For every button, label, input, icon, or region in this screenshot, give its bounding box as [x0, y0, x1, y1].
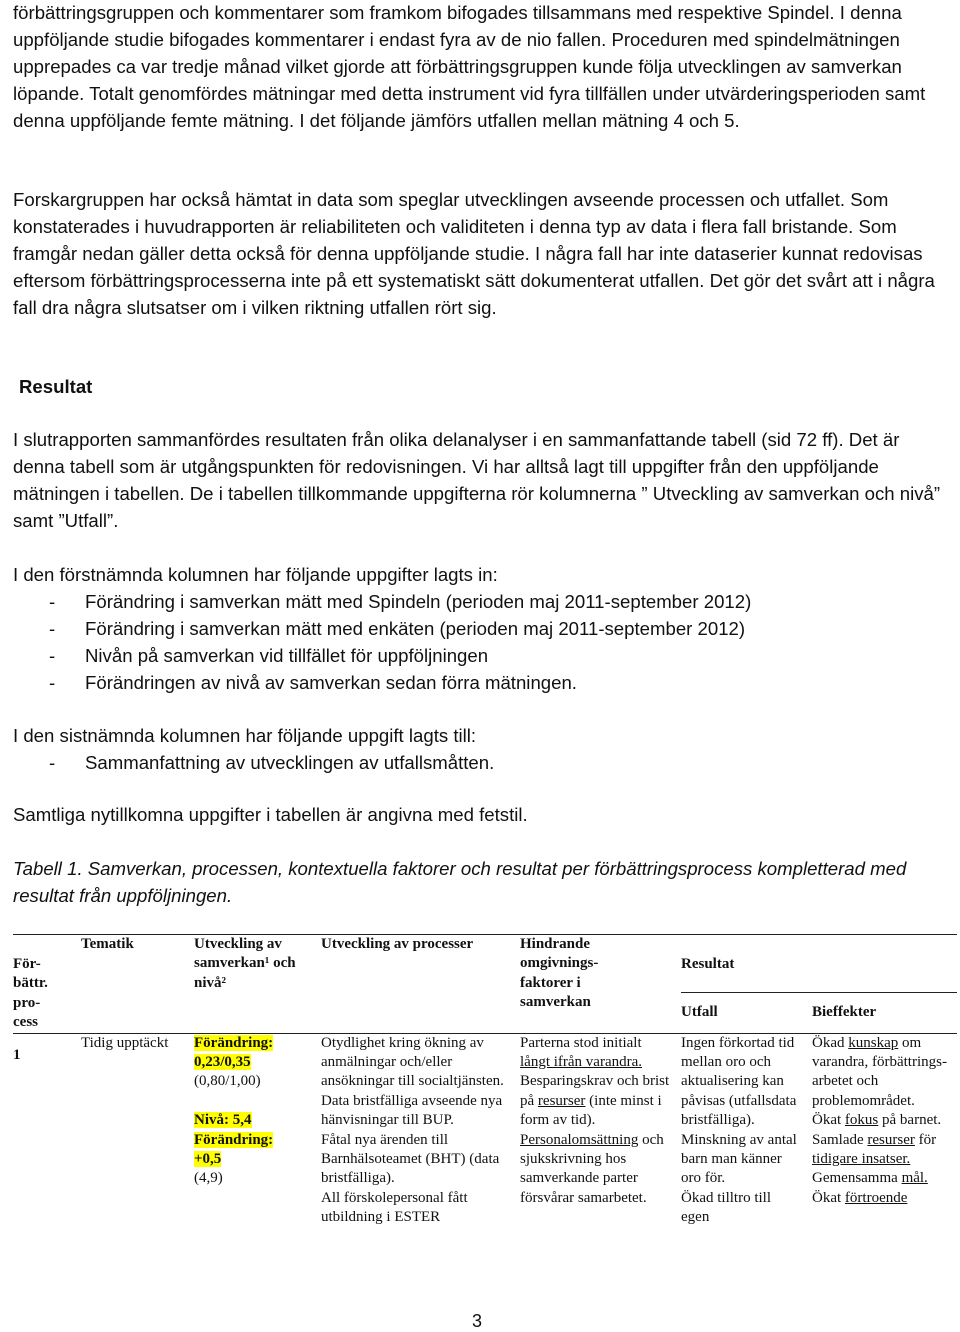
results-table — [13, 934, 957, 1228]
bold-note-paragraph: Samtliga nytillkomna uppgifter i tabellen är angivna med fetstil. — [13, 804, 528, 825]
samverkan-previous-value: (0,80/1,00) — [194, 1073, 261, 1090]
table-caption: Tabell 1. Samverkan, processen, kontextuella faktorer och resultat per förbättringsprocess kompletterad med resultat från uppföljningen. — [13, 858, 907, 906]
header-forbattr: För- bättr. pro- cess — [13, 956, 48, 1031]
table-row — [13, 1033, 957, 1228]
section-heading-resultat: Resultat — [19, 376, 93, 397]
list-item: - Förändringen av nivå av samverkan sedan förra mätningen. — [49, 672, 577, 693]
cell-process-number: 1 — [13, 1046, 21, 1063]
cell-samverkan — [194, 1033, 321, 1228]
list-item: - Förändring i samverkan mätt med Spindeln (perioden maj 2011-september 2012) — [49, 591, 752, 612]
header-resultat-group — [681, 935, 957, 1034]
column-one-list — [13, 588, 751, 696]
column-one-block — [13, 561, 751, 696]
intro-paragraph-1: förbättringsgruppen och kommentarer som framkom bifogades tillsammans med respektive Spindel. I denna uppföljande studie bifogades kommentarer i endast fyra av de nio fallen. Proceduren med spindelmätningen upprepades ca var tredje månad vilket gjorde att förbättringsgruppen kunde följa utvecklingen av samverkan löpande. Totalt genomfördes mätningar med detta instrument vid fyra tillfällen under utvärderingsperioden samt denna uppföljande femte mätning. I det följande jämförs utfallen mellan mätning 4 och 5. — [13, 2, 926, 131]
column-two-block — [13, 722, 494, 776]
header-hindrande: Hindrande omgivnings-faktorer i samverkan — [520, 936, 599, 1011]
samverkan-level-previous: (4,9) — [194, 1170, 223, 1187]
cell-hindrande: Parterna stod initialt långt ifrån varandra. Besparingskrav och brist på resurser (inte minst i form av tid). Personalomsättning och sjukskrivning hos samverkande parter försvårar samarbetet. — [520, 1034, 670, 1206]
samverkan-change-value: 0,23/0,35 — [194, 1054, 251, 1071]
list-item: - Sammanfattning av utvecklingen av utfallsmåtten. — [49, 752, 495, 773]
intro-paragraph-2: Forskargruppen har också hämtat in data som speglar utvecklingen avseende processen och utfallet. Som konstaterades i huvudrapporten är reliabiliteten och validiteten i denna typ av data i flera fall bristande. Som framgår nedan gäller detta också för denna uppföljande studie. I några fall har inte dataserier kunnat redovisas eftersom förbättringsprocesserna inte på ett systematiskt sätt dokumenterat utfallen. Det gör det svårt att i några fall dra några slutsatser om i vilken riktning utfallen rört sig. — [13, 189, 935, 318]
header-tematik: Tematik — [81, 936, 134, 952]
column-one-intro: I den förstnämnda kolumnen har följande uppgifter lagts in: — [13, 564, 498, 585]
header-resultat: Resultat — [681, 955, 957, 993]
samverkan-change-label: Förändring: — [194, 1034, 274, 1051]
samverkan-level: Nivå: 5,4 — [194, 1112, 252, 1129]
samverkan-level-change-value: +0,5 — [194, 1151, 222, 1168]
header-utveckling-samverkan: Utveckling av samverkan¹ och nivå² — [194, 936, 296, 991]
samverkan-level-change-label: Förändring: — [194, 1131, 274, 1148]
resultat-paragraph-1: I slutrapporten sammanfördes resultaten från olika delanalyser i en sammanfattande tabell (sid 72 ff). Det är denna tabell som är utgångspunkten för redovisningen. Vi har alltså lagt till uppgifter från den uppföljande mätningen i tabellen. De i tabellen tillkommande uppgifterna rör kolumnerna ” Utveckling av samverkan och nivå” samt ”Utfall”. — [13, 429, 941, 531]
cell-utfall: Ingen förkortad tid mellan oro och aktualisering kan påvisas (utfallsdata bristfälliga). Minskning av antal barn man känner oro för. Ökad tilltro till egen — [681, 1034, 797, 1226]
cell-bieffekter: Ökad kunskap om varandra, förbättrings-arbetet och problemområdet. Ökat fokus på barnet. Samlade resurser för tidigare insatser. Gemensamma mål. Ökat förtroende — [812, 1034, 947, 1206]
page-number: 3 — [472, 1311, 483, 1331]
header-utveckling-processer: Utveckling av processer — [321, 936, 474, 952]
header-bieffekter: Bieffekter — [812, 1004, 877, 1021]
table-header-row — [13, 935, 957, 1034]
header-utfall: Utfall — [681, 1004, 718, 1021]
list-item: - Nivån på samverkan vid tillfället för uppföljningen — [49, 645, 489, 666]
column-two-intro: I den sistnämnda kolumnen har följande uppgift lagts till: — [13, 725, 477, 746]
column-two-list — [13, 749, 494, 776]
cell-tematik: Tidig upptäckt — [81, 1034, 169, 1051]
cell-processer: Otydlighet kring ökning av anmälningar och/eller ansökningar till socialtjänsten. Data bristfälliga avseende nya hänvisningar till BUP. Fåtal nya ärenden till Barnhälsoteamet (BHT) (data bristfälliga). All förskolepersonal fått utbildning i ESTER — [321, 1034, 504, 1226]
list-item: - Förändring i samverkan mätt med enkäten (perioden maj 2011-september 2012) — [49, 618, 746, 639]
